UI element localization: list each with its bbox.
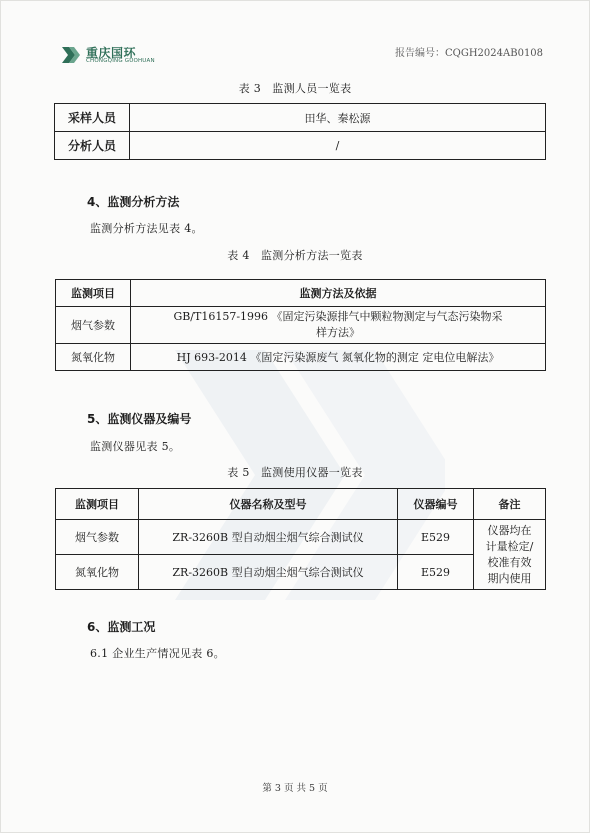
company-logo-icon: [58, 43, 82, 67]
table-header-row: [56, 489, 546, 520]
table3-caption: 表 3 监测人员一览表: [238, 82, 352, 95]
table3: [54, 103, 546, 160]
table5-instrument: ZR-3260B 型自动烟尘烟气综合测试仪: [139, 520, 398, 555]
table4-item: 氮氧化物: [56, 344, 131, 371]
table4: [55, 279, 546, 371]
table4-method-line2: 样方法》: [316, 326, 360, 339]
table5: [55, 488, 546, 590]
table4-method: HJ 693-2014 《固定污染源废气 氮氧化物的测定 定电位电解法》: [131, 344, 546, 371]
table4-method: [131, 307, 546, 344]
table3-label-analysis: 分析人员: [55, 132, 130, 160]
table-row: [56, 307, 546, 344]
table-row: [56, 555, 546, 590]
table5-remark-line: 计量检定/: [485, 539, 534, 553]
table5-header-item: 监测项目: [56, 489, 139, 520]
table5-remark-line: 校准有效: [487, 555, 532, 569]
table5-remark-line: 期内使用: [487, 571, 532, 585]
table-row: [55, 132, 546, 160]
table3-label-sampling: 采样人员: [55, 104, 130, 132]
section5-heading: 5、监测仪器及编号: [87, 412, 192, 426]
table5-header-code: 仪器编号: [398, 489, 474, 520]
table5-header-instrument: 仪器名称及型号: [139, 489, 398, 520]
table4-caption: 表 4 监测分析方法一览表: [227, 249, 363, 262]
section4-text: 监测分析方法见表 4。: [90, 222, 203, 235]
table5-caption: 表 5 监测使用仪器一览表: [227, 466, 363, 479]
table5-instrument: ZR-3260B 型自动烟尘烟气综合测试仪: [139, 555, 398, 590]
table-header-row: [56, 280, 546, 307]
table3-value-sampling: 田华、秦松源: [130, 104, 546, 132]
table4-header-item: 监测项目: [56, 280, 131, 307]
report-number: 报告编号：CQGH2024AB0108: [395, 48, 544, 59]
table5-header-remark: 备注: [474, 489, 546, 520]
table5-item: 烟气参数: [56, 520, 139, 555]
table4-method-line1: GB/T16157-1996 《固定污染源排气中颗粒物测定与气态污染物采: [173, 310, 503, 323]
table5-remark: [474, 520, 546, 590]
logo-cn: 重庆国环: [86, 46, 137, 60]
table-row: [55, 104, 546, 132]
section6-text: 6.1 企业生产情况见表 6。: [90, 647, 225, 660]
table5-code: E529: [398, 520, 474, 555]
section5-text: 监测仪器见表 5。: [90, 440, 181, 453]
table-row: [56, 344, 546, 371]
table5-code: E529: [398, 555, 474, 590]
table3-value-analysis: /: [130, 132, 546, 160]
section4-heading: 4、监测分析方法: [87, 195, 180, 209]
table4-header-method: 监测方法及依据: [131, 280, 546, 307]
table5-item: 氮氧化物: [56, 555, 139, 590]
page-number: 第 3 页 共 5 页: [262, 783, 328, 794]
company-logo: [58, 41, 168, 71]
table4-item: 烟气参数: [56, 307, 131, 344]
logo-en: CHONGQING GUOHUAN: [86, 58, 155, 64]
section6-heading: 6、监测工况: [87, 620, 156, 634]
table5-remark-line: 仪器均在: [487, 523, 532, 537]
table-row: [56, 520, 546, 555]
